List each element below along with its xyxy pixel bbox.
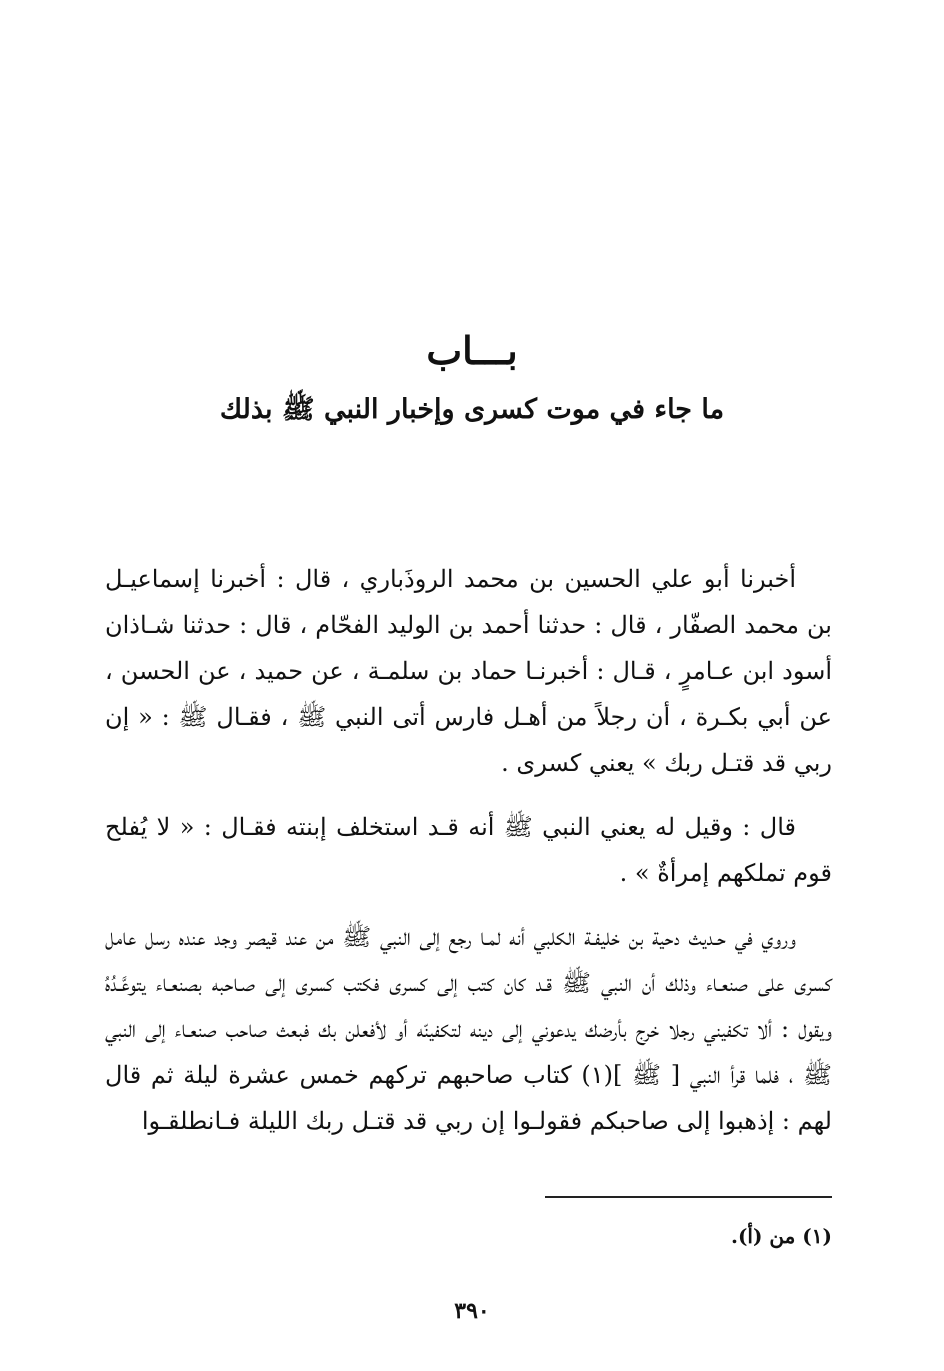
paragraph-1: أخبرنا أبو علي الحسين بن محمد الروذَباري ، قال : أخبرنا إسماعيـل بن محمد الصفّار ، قال : حدثنا أحمد بن الوليد الفحّام ، قال : حدثنا شـاذان أسود ابن عـامرٍ ، قـال : أخبرنـا حماد بن سلمـة ، عن حميد ، عن الحسن ، عن أبي بكـرة ، أن رجلاً من أهـل فارس أتى النبي ﷺ ، فقـال ﷺ : « إن ربي قد قتـل ربك » يعني كسرى . — [105, 565, 832, 777]
paragraph-2: قال : وقيل له يعني النبي ﷺ أنه قـد استخلف إبنته فقـال : « لا يُفلح قوم تملكهم إمرأةٌ » . — [105, 813, 832, 887]
body-text — [105, 556, 832, 1162]
footnote-divider — [545, 1196, 832, 1198]
chapter-heading: بـــاب — [426, 328, 518, 373]
page-number: ٣٩٠ — [454, 1298, 490, 1324]
footnote: (١) من (أ). — [731, 1224, 832, 1248]
paragraph-3: وروي في حـديث دحية بن خليفـة الكلبي أنه لمـا رجع إلى النبي ﷺ من عند قيصر وجد عنده رسل عامل كسرى على صنعـاء وذلك أن النبي ﷺ قـد كان كتب إلى كسرى فكتب كسرى إلى صـاحبه بصنعـاء يتوعَّـدُهُ ويقول : ألا تكفيني رجلا خرج بأرضك يدعوني إلى دينه لتكفينّه أو لأفعلن بك فبعث صاحب صنعـاء إلى النبي ﷺ ، فلما قرأ النبي [ ﷺ ](١) كتاب صاحبهم تركهم خمس عشرة ليلة ثم قال لهم : إذهبوا إلى صاحبكم فقولـوا إن ربي قد قتـل ربك الليلة فـانطلقـوا — [105, 923, 833, 1135]
chapter-title: ما جاء في موت كسرى وإخبار النبي ﷺ بذلك — [219, 394, 725, 425]
